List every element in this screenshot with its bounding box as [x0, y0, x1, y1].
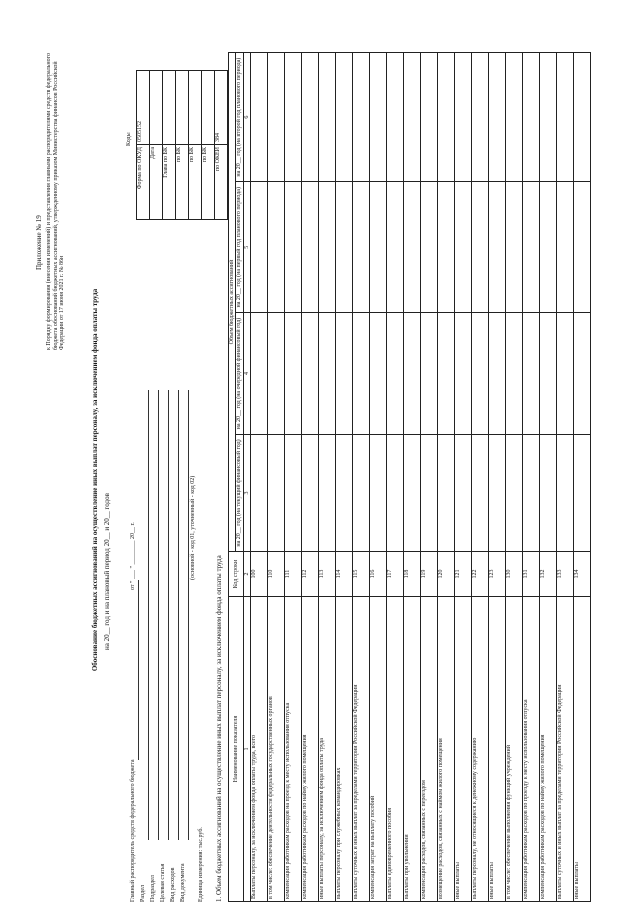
value-cell — [454, 182, 471, 313]
value-cell — [437, 434, 454, 551]
row-name: выплаты персоналу, не относящиеся к денежному содержанию — [471, 597, 488, 902]
table-row — [573, 53, 590, 902]
value-cell — [386, 182, 403, 313]
code-label: Глава по БК — [163, 145, 176, 220]
title-years: на 20__ год и на плановый период 20__ и 20__ годов — [103, 493, 111, 650]
value-cell — [488, 53, 505, 182]
code-label: по ОКЕИ — [215, 145, 228, 220]
row-name: выплаты суточных и иных выплат за пределами территории Российской Федерации — [556, 597, 573, 902]
row-code: 119 — [420, 552, 437, 597]
row-code: 131 — [522, 552, 539, 597]
row-name: выплаты персоналу при служебных командировках — [335, 597, 352, 902]
value-cell — [301, 182, 318, 313]
value-cell — [250, 182, 267, 313]
value-cell — [369, 313, 386, 435]
value-cell — [386, 53, 403, 182]
row-name: выплаты единовременного пособия — [386, 597, 403, 902]
value-cell — [267, 182, 284, 313]
value-cell — [556, 434, 573, 551]
value-cell — [301, 434, 318, 551]
field-note: (основной - код 01, уточненный - код 02) — [190, 475, 196, 580]
value-cell — [403, 313, 420, 435]
code-label: Форма по ОКУД — [137, 145, 150, 220]
value-cell — [573, 53, 590, 182]
row-code: 120 — [437, 552, 454, 597]
value-cell — [437, 53, 454, 182]
value-cell — [539, 53, 556, 182]
row-name: иные выплаты — [488, 597, 505, 902]
row-code: 112 — [301, 552, 318, 597]
table-row — [250, 53, 267, 902]
codes-label: Коды — [126, 132, 132, 146]
value-cell — [352, 182, 369, 313]
table-row — [335, 53, 352, 902]
row-name: компенсация работникам расходов по проезду к месту использования отпуска — [522, 597, 539, 902]
value-cell — [505, 313, 522, 435]
value-cell — [250, 53, 267, 182]
value-cell — [420, 313, 437, 435]
value-cell — [573, 182, 590, 313]
value-cell — [267, 53, 284, 182]
value-cell — [505, 434, 522, 551]
row-name: компенсация работникам расходов на проезд к месту использования отпуска — [284, 597, 301, 902]
row-code: 116 — [369, 552, 386, 597]
value-cell — [471, 313, 488, 435]
row-name: выплаты суточных и иных выплат за пределами территории Российской Федерации — [352, 597, 369, 902]
col-header: Объем бюджетных ассигнований — [229, 53, 236, 552]
row-name: компенсация работникам расходов по найму жилого помещения — [539, 597, 556, 902]
value-cell — [352, 53, 369, 182]
row-code: 121 — [454, 552, 471, 597]
value-cell — [301, 313, 318, 435]
value-cell — [284, 53, 301, 182]
value-cell — [505, 53, 522, 182]
table-row — [556, 53, 573, 902]
value-cell — [522, 313, 539, 435]
row-code: 123 — [488, 552, 505, 597]
code-label: по БК — [202, 145, 215, 220]
row-code: 118 — [403, 552, 420, 597]
col-header: на 20__ год (на первый год планового периода) — [236, 182, 243, 313]
field-label: Вид документа — [180, 863, 186, 902]
row-code: 100 — [250, 552, 267, 597]
col-header: на 20__ год (на текущий финансовый год) — [236, 434, 243, 551]
value-cell — [284, 182, 301, 313]
row-name: иные выплаты — [454, 597, 471, 902]
table-row — [539, 53, 556, 902]
value-cell — [420, 182, 437, 313]
code-value: 0505152 — [137, 71, 150, 145]
value-cell — [522, 53, 539, 182]
value-cell — [335, 434, 352, 551]
date-field: от " ___ " ________ 20__ г. — [130, 522, 136, 590]
row-code: 130 — [505, 552, 522, 597]
value-cell — [573, 434, 590, 551]
row-code: 113 — [318, 552, 335, 597]
page-title: Обоснование бюджетных ассигнований на осуществление иных выплат персоналу, за исключением фонда оплаты труда — [91, 288, 99, 672]
value-cell — [471, 434, 488, 551]
row-name: возмещение расходов, связанных с наймом жилого помещения — [437, 597, 454, 902]
row-name: компенсация работникам расходов по найму жилого помещения — [301, 597, 318, 902]
value-cell — [437, 313, 454, 435]
value-cell — [556, 313, 573, 435]
table-row — [301, 53, 318, 902]
value-cell — [318, 182, 335, 313]
codes-table — [136, 70, 228, 220]
table-row — [267, 53, 284, 902]
table-row — [522, 53, 539, 902]
table-row — [454, 53, 471, 902]
value-cell — [369, 182, 386, 313]
value-cell — [539, 313, 556, 435]
value-cell — [403, 434, 420, 551]
code-label: Дата — [150, 145, 163, 220]
appendix-number: Приложение № 19 — [35, 215, 43, 270]
table-row — [505, 53, 522, 902]
col-header: на 20__ год (на очередной финансовый год) — [236, 313, 243, 435]
row-name: компенсация расходов, связанных с переездом — [420, 597, 437, 902]
table-row — [437, 53, 454, 902]
value-cell — [454, 53, 471, 182]
units-label: Единица измерения: тыс.руб. — [198, 827, 204, 902]
value-cell — [250, 313, 267, 435]
value-cell — [318, 434, 335, 551]
value-cell — [318, 53, 335, 182]
row-name: иные выплаты — [573, 597, 590, 902]
value-cell — [318, 313, 335, 435]
value-cell — [250, 434, 267, 551]
row-name: выплаты при увольнении — [403, 597, 420, 902]
value-cell — [335, 313, 352, 435]
value-cell — [352, 434, 369, 551]
document-sheet — [30, 40, 590, 910]
table-row — [471, 53, 488, 902]
value-cell — [488, 182, 505, 313]
value-cell — [539, 182, 556, 313]
row-code: 133 — [556, 552, 573, 597]
table-row — [318, 53, 335, 902]
main-table: Наименование показателя Код строки Объем бюджетных ассигнований на 20__ год (на текущий финансовый год) на 20__ год (на очередной финансовый год) на 20__ год (на первый год планового периода) на 20__ год (на второй год планового периода) 1 2 3 4 5 6 Выплаты персоналу, за исключением фонда оплаты труда, всего 100 в том числе: обеспечение деятельности федеральных государственных органов 110 компенсация работникам расходов на проезд к месту использования отпуска 111 компенсация работникам расходов по найму жилого помещения 112 иные выплаты персоналу, за исключением фонда оплаты труда 113 выплаты персоналу при служебных командировках 114 выплаты суточных и иных выплат за пределами территории Российской Федерации 115 компенсация затрат на выплату пособий 116 выплаты единовременного пособия 117 выплаты при увольнении 118 компенсация расходов, связанных с переездом 119 возмещение расходов, связанных с наймом жилого помещения 120 иные выплаты 121 выплаты персоналу, не относящиеся к денежному содержанию 122 иные выплаты 123 в том числе: обеспечение выполнения функций учреждений 130 компенсация работникам расходов по проезду к месту использования отпуска 131 компенсация работникам расходов по найму жилого помещения 132 выплаты суточных и иных выплат за пределами территории Российской Федерации 133 иные выплаты 134 — [228, 52, 591, 902]
value-cell — [369, 53, 386, 182]
code-value: 384 — [215, 71, 228, 145]
value-cell — [522, 434, 539, 551]
table-row — [488, 53, 505, 902]
value-cell — [454, 434, 471, 551]
row-name: компенсация затрат на выплату пособий — [369, 597, 386, 902]
table-row — [420, 53, 437, 902]
row-code: 134 — [573, 552, 590, 597]
value-cell — [471, 182, 488, 313]
code-label: по БК — [189, 145, 202, 220]
value-cell — [267, 313, 284, 435]
col-header: Код строки — [229, 552, 244, 597]
field-label: Целевая статья — [160, 863, 166, 902]
value-cell — [386, 434, 403, 551]
row-code: 132 — [539, 552, 556, 597]
row-name: в том числе: обеспечение выполнения функций учреждений — [505, 597, 522, 902]
row-code: 114 — [335, 552, 352, 597]
value-cell — [556, 53, 573, 182]
value-cell — [267, 434, 284, 551]
value-cell — [539, 434, 556, 551]
row-code: 110 — [267, 552, 284, 597]
row-code: 115 — [352, 552, 369, 597]
section-title: 1. Объем бюджетных ассигнований на осуществление иных выплат персоналу, за исключением фонда оплаты труда — [215, 555, 223, 902]
value-cell — [403, 53, 420, 182]
appendix-note: к Порядку формирования (внесения изменений) и представления главными распорядителями средств федерального бюджета обоснований бюджетных ассигнований, утвержденному приказом Министерства финансов Российской Федерации от 17 июня 2021 г. № 86н — [46, 53, 66, 350]
value-cell — [335, 53, 352, 182]
field-label: Вид расходов — [170, 867, 176, 902]
value-cell — [369, 434, 386, 551]
row-code: 111 — [284, 552, 301, 597]
value-cell — [284, 313, 301, 435]
value-cell — [420, 434, 437, 551]
value-cell — [352, 313, 369, 435]
value-cell — [488, 434, 505, 551]
value-cell — [471, 53, 488, 182]
value-cell — [335, 182, 352, 313]
field-label: Главный распорядитель средств федерального бюджета — [130, 759, 136, 902]
table-row — [352, 53, 369, 902]
value-cell — [454, 313, 471, 435]
code-label: по БК — [176, 145, 189, 220]
row-code: 117 — [386, 552, 403, 597]
value-cell — [386, 313, 403, 435]
field-label: Раздел — [140, 885, 146, 902]
value-cell — [488, 313, 505, 435]
table-row — [369, 53, 386, 902]
value-cell — [284, 434, 301, 551]
row-code: 122 — [471, 552, 488, 597]
col-header: Наименование показателя — [229, 597, 244, 902]
value-cell — [556, 182, 573, 313]
value-cell — [301, 53, 318, 182]
table-row — [284, 53, 301, 902]
value-cell — [522, 182, 539, 313]
field-label: Подраздел — [150, 875, 156, 902]
col-header: на 20__ год (на второй год планового периода) — [236, 53, 243, 182]
value-cell — [403, 182, 420, 313]
table-row — [403, 53, 420, 902]
value-cell — [573, 313, 590, 435]
table-row — [386, 53, 403, 902]
value-cell — [437, 182, 454, 313]
row-name: Выплаты персоналу, за исключением фонда оплаты труда, всего — [250, 597, 267, 902]
row-name: в том числе: обеспечение деятельности федеральных государственных органов — [267, 597, 284, 902]
row-name: иные выплаты персоналу, за исключением фонда оплаты труда — [318, 597, 335, 902]
value-cell — [505, 182, 522, 313]
value-cell — [420, 53, 437, 182]
